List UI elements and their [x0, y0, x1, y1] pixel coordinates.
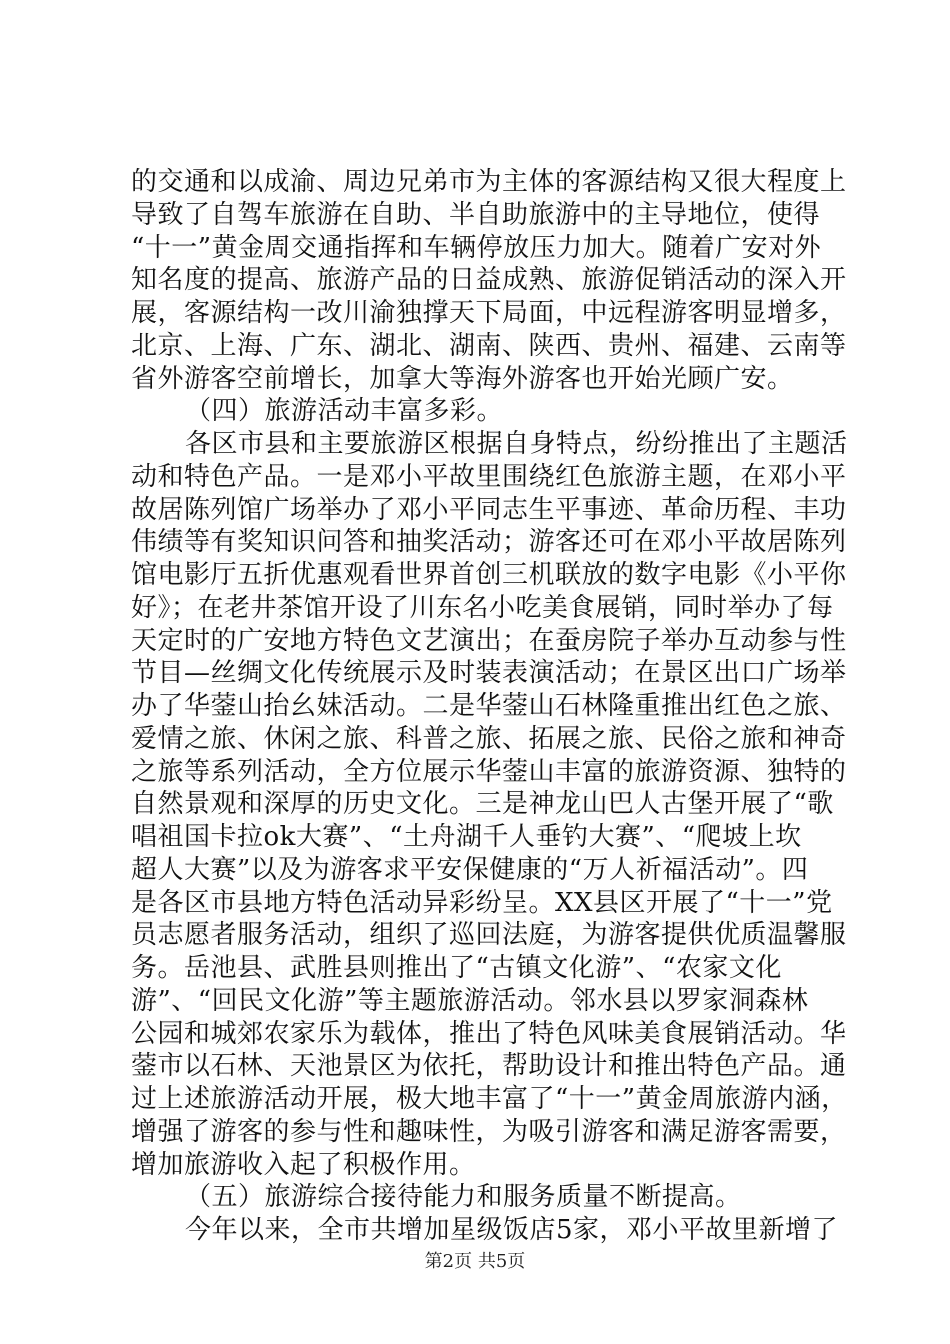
paragraph-line: 动和特色产品。一是邓小平故里围绕红色旅游主题，在邓小平 [131, 462, 847, 492]
paragraph-line: 天定时的广安地方特色文艺演出；在蚕房院子举办互动参与性 [131, 626, 847, 656]
paragraph-line: 是各区市县地方特色活动异彩纷呈。XX县区开展了“十一”党 [131, 888, 833, 918]
paragraph-line: 展，客源结构一改川渝独撑天下局面，中远程游客明显增多， [131, 298, 847, 328]
paragraph-line: 北京、上海、广东、湖北、湖南、陕西、贵州、福建、云南等 [131, 331, 847, 361]
paragraph-line: 伟绩等有奖知识问答和抽奖活动；游客还可在邓小平故居陈列 [131, 527, 847, 557]
paragraph-line: 增强了游客的参与性和趣味性，为吸引游客和满足游客需要， [131, 1117, 847, 1147]
paragraph-line: 馆电影厅五折优惠观看世界首创三机联放的数字电影《小平你 [131, 560, 847, 590]
paragraph-line: 的交通和以成渝、周边兄弟市为主体的客源结构又很大程度上 [131, 167, 847, 197]
paragraph-line: 员志愿者服务活动，组织了巡回法庭，为游客提供优质温馨服 [131, 920, 847, 950]
paragraph-line: 务。岳池县、武胜县则推出了“古镇文化游”、“农家文化 [131, 953, 782, 983]
paragraph-line: 导致了自驾车旅游在自助、半自助旅游中的主导地位，使得 [131, 200, 821, 230]
paragraph-line: 自然景观和深厚的历史文化。三是神龙山巴人古堡开展了“歌 [131, 789, 834, 819]
paragraph-line: 知名度的提高、旅游产品的日益成熟、旅游促销活动的深入开 [131, 265, 847, 295]
paragraph-line: 超人大赛”以及为游客求平安保健康的“万人祈福活动”。四 [131, 855, 809, 885]
paragraph-line: 故居陈列馆广场举办了邓小平同志生平事迹、革命历程、丰功 [131, 495, 847, 525]
paragraph-line: 过上述旅游活动开展，极大地丰富了“十一”黄金周旅游内涵， [131, 1084, 848, 1114]
paragraph-line: 省外游客空前增长，加拿大等海外游客也开始光顾广安。 [131, 364, 794, 394]
paragraph-line: “十一”黄金周交通指挥和车辆停放压力加大。随着广安对外 [131, 233, 822, 263]
paragraph-line: 爱情之旅、休闲之旅、科普之旅、拓展之旅、民俗之旅和神奇 [131, 724, 847, 754]
section-heading: （五）旅游综合接待能力和服务质量不断提高。 [185, 1182, 742, 1212]
paragraph-line: 各区市县和主要旅游区根据自身特点，纷纷推出了主题活 [185, 429, 848, 459]
paragraph-line: 今年以来，全市共增加星级饭店5家，邓小平故里新增了 [185, 1215, 839, 1245]
paragraph-line: 游”、“回民文化游”等主题旅游活动。邻水县以罗家洞森林 [131, 986, 809, 1016]
paragraph-line: 唱祖国卡拉ok大赛”、“土舟湖千人垂钓大赛”、“爬坡上坎 [131, 822, 802, 852]
paragraph-line: 公园和城郊农家乐为载体，推出了特色风味美食展销活动。华 [131, 1019, 847, 1049]
paragraph-line: 好》；在老井茶馆开设了川东名小吃美食展销，同时举办了每 [131, 593, 834, 623]
paragraph-line: 之旅等系列活动，全方位展示华蓥山丰富的旅游资源、独特的 [131, 757, 847, 787]
section-heading: （四）旅游活动丰富多彩。 [185, 396, 504, 426]
paragraph-line: 蓥市以石林、天池景区为依托，帮助设计和推出特色产品。通 [131, 1051, 847, 1081]
page-footer: 第2页 共5页 [424, 1251, 526, 1272]
paragraph-line: 增加旅游收入起了积极作用。 [131, 1150, 476, 1180]
paragraph-line: 节目—丝绸文化传统展示及时装表演活动；在景区出口广场举 [131, 658, 847, 688]
paragraph-line: 办了华蓥山抬幺妹活动。二是华蓥山石林隆重推出红色之旅、 [131, 691, 847, 721]
